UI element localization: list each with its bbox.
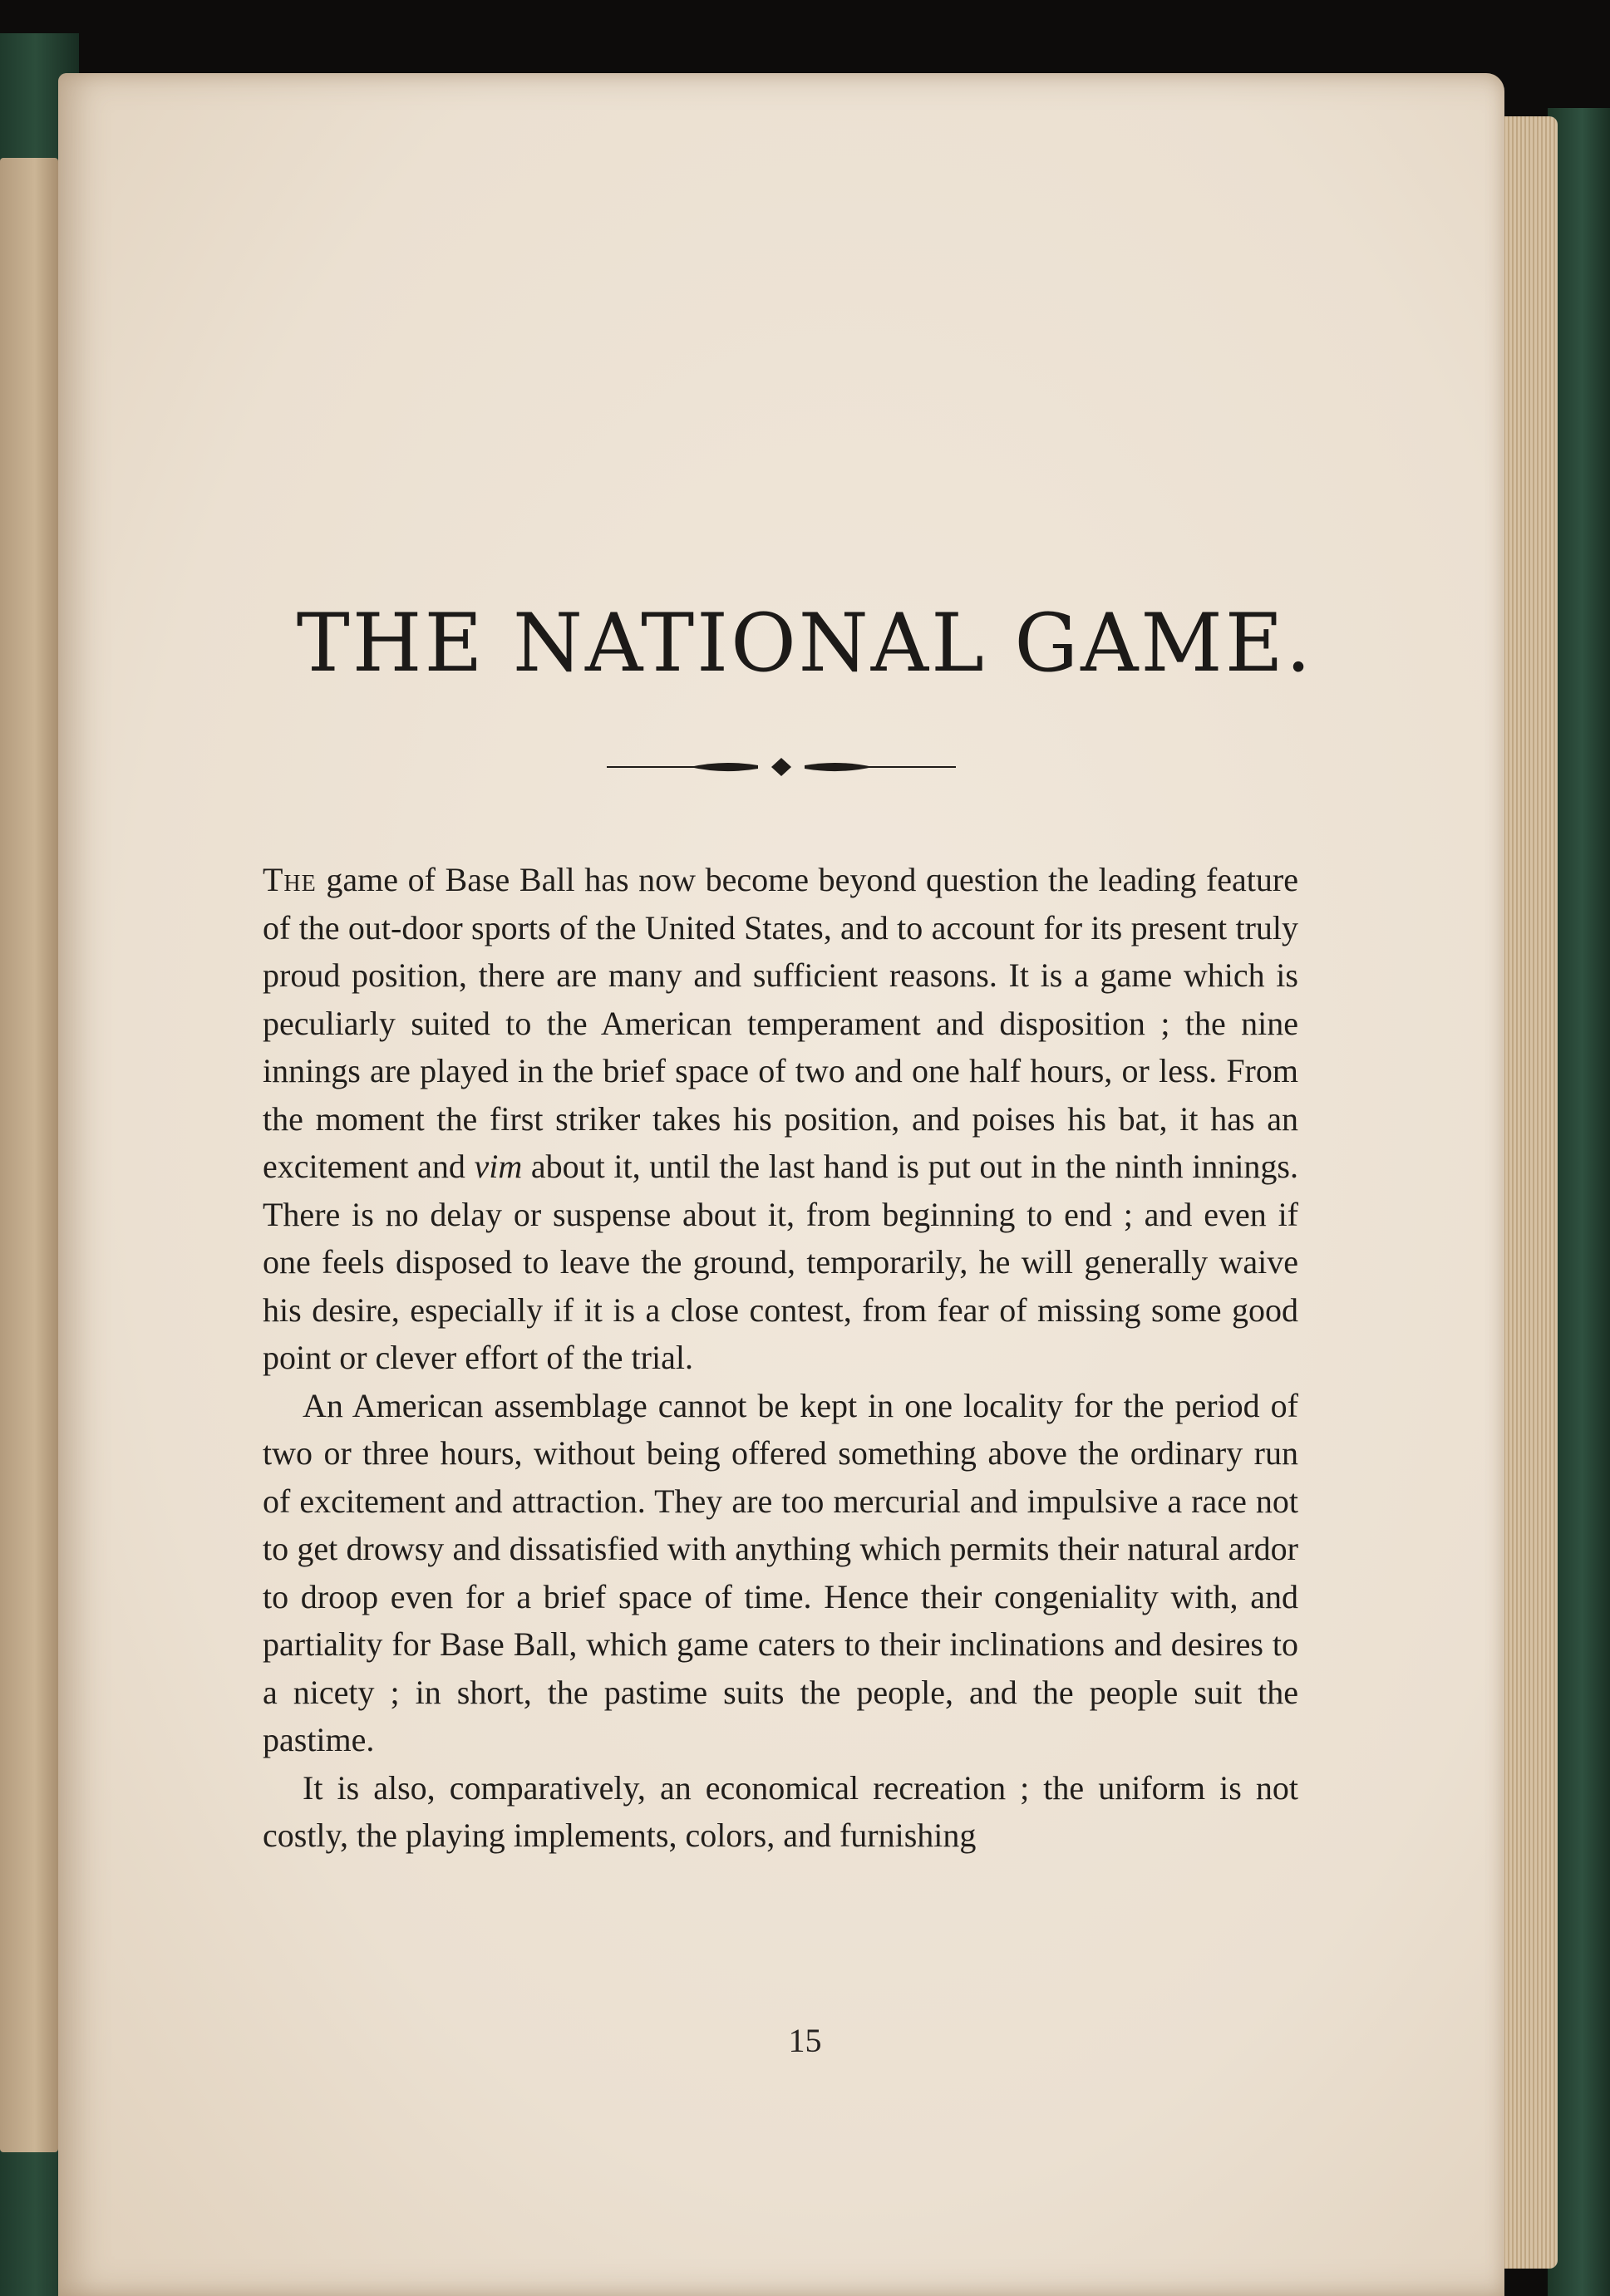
paragraph: An American assemblage cannot be kept in one locality for the period of two or three hours, without being offered something above the ordinary run of excitement and attraction. They are too mercurial and impulsive a race not to get drowsy and dissatisfied with anything which permits their natural ardor to droop even for a brief space of time. Hence their congeniality with, and partiality for Base Ball, which game caters to their inclinations and desires to a nicety ; in short, the pastime suits the people, and the people suit the pastime. [263, 1386, 1298, 1758]
paragraph-text: game of Base Ball has now become beyond question the leading feature of the out-door sports of the United States, and to account for its present truly proud position, there are many and sufficient reasons. It is a game which is peculiarly suited to the American temperament and disposition ; the nine innings are played in the brief space of two and one half hours, or less. From the moment the first striker takes his position, and poises his bat, it has an excitement and [263, 861, 1298, 1185]
chapter-title: THE NATIONAL GAME. [296, 597, 1314, 690]
paragraph: It is also, comparatively, an economical recreation ; the uniform is not costly, the playing implements, colors, and furnishing [263, 1768, 1298, 1854]
italic-word: vim [474, 1148, 523, 1185]
paragraph [263, 856, 1298, 1382]
body-text [263, 856, 1298, 1860]
page-number: 15 [788, 2022, 822, 2059]
decorative-rule-icon [607, 755, 956, 779]
paragraph-text: about it, until the last hand is put out in the ninth innings. There is no delay or suspense about it, from beginning to end ; and even if one feels disposed to leave the ground, temporarily, he will generally waive his desire, especially if it is a close contest, from fear of missing some good point or clever effort of the trial. [263, 1148, 1298, 1376]
facing-page-edge [0, 158, 58, 2152]
small-caps-lead: The [263, 861, 317, 898]
